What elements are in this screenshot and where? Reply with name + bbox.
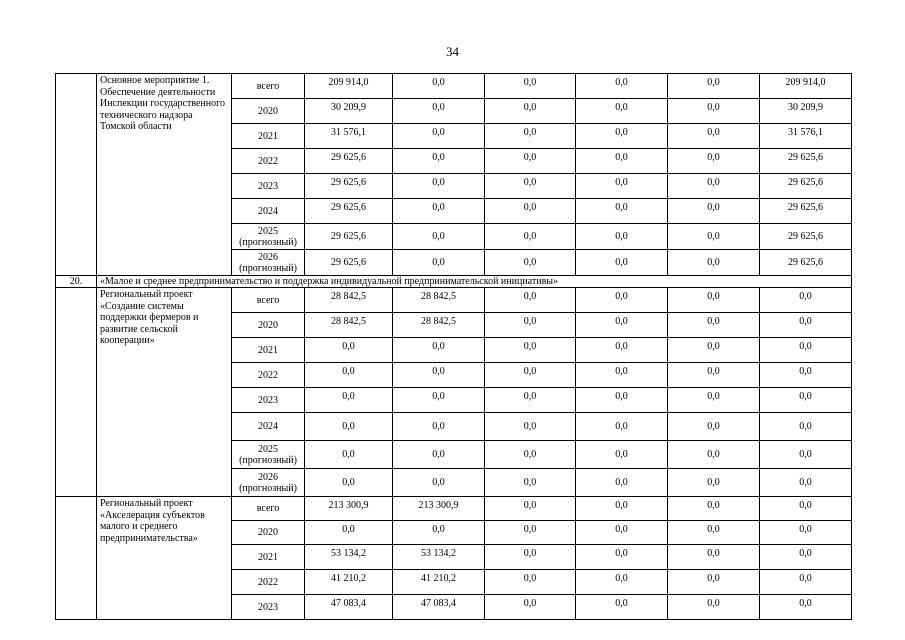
table-row (56, 497, 852, 521)
section-title-cell: «Малое и среднее предпринимательство и поддержка индивидуальной предпринимательской инициативы» (97, 276, 852, 288)
value-cell: 0,0 (668, 288, 760, 313)
value-cell: 0,0 (576, 174, 668, 199)
value-cell: 29 625,6 (760, 199, 852, 224)
year-cell: 2026 (прогнозный) (232, 250, 305, 276)
value-cell: 47 083,4 (305, 595, 393, 620)
value-cell: 0,0 (485, 313, 576, 338)
year-cell: 2020 (232, 99, 305, 124)
table-row (56, 288, 852, 313)
value-cell: 0,0 (668, 338, 760, 363)
value-cell: 41 210,2 (305, 570, 393, 595)
value-cell: 29 625,6 (760, 149, 852, 174)
value-cell: 0,0 (393, 224, 485, 250)
value-cell: 0,0 (576, 363, 668, 388)
value-cell: 0,0 (576, 469, 668, 497)
value-cell: 0,0 (485, 595, 576, 620)
value-cell: 0,0 (485, 469, 576, 497)
program-name-cell: Региональный проект «Акселерация субъектов малого и среднего предпринимательства» (97, 497, 232, 620)
value-cell: 0,0 (576, 338, 668, 363)
value-cell: 0,0 (576, 595, 668, 620)
value-cell: 0,0 (393, 413, 485, 441)
page-number: 34 (446, 44, 459, 59)
program-name-cell: Основное мероприятие 1. Обеспечение деятельности Инспекции государственного технического надзора Томской области (97, 74, 232, 276)
value-cell: 0,0 (668, 74, 760, 99)
value-cell: 0,0 (485, 363, 576, 388)
value-cell: 0,0 (668, 124, 760, 149)
value-cell: 0,0 (760, 497, 852, 521)
year-cell: 2020 (232, 313, 305, 338)
year-cell: 2021 (232, 338, 305, 363)
value-cell: 0,0 (760, 595, 852, 620)
year-cell: 2024 (232, 199, 305, 224)
value-cell: 0,0 (668, 149, 760, 174)
value-cell: 0,0 (393, 521, 485, 545)
year-cell: всего (232, 497, 305, 521)
value-cell: 53 134,2 (393, 545, 485, 570)
value-cell: 0,0 (668, 521, 760, 545)
value-cell: 30 209,9 (305, 99, 393, 124)
value-cell: 0,0 (305, 521, 393, 545)
value-cell: 0,0 (393, 250, 485, 276)
value-cell: 28 842,5 (393, 313, 485, 338)
value-cell: 0,0 (393, 174, 485, 199)
year-cell: 2025 (прогнозный) (232, 441, 305, 469)
value-cell: 53 134,2 (305, 545, 393, 570)
value-cell: 0,0 (760, 545, 852, 570)
value-cell: 0,0 (668, 313, 760, 338)
value-cell: 0,0 (393, 469, 485, 497)
value-cell: 0,0 (485, 149, 576, 174)
value-cell: 0,0 (485, 224, 576, 250)
year-cell: 2021 (232, 545, 305, 570)
year-cell: 2023 (232, 388, 305, 413)
year-cell: 2026 (прогнозный) (232, 469, 305, 497)
value-cell: 0,0 (393, 441, 485, 469)
value-cell: 0,0 (305, 338, 393, 363)
value-cell: 0,0 (668, 224, 760, 250)
year-cell: 2025 (прогнозный) (232, 224, 305, 250)
year-cell: 2022 (232, 149, 305, 174)
value-cell: 29 625,6 (305, 224, 393, 250)
value-cell: 0,0 (485, 99, 576, 124)
value-cell: 0,0 (576, 149, 668, 174)
value-cell: 0,0 (668, 413, 760, 441)
value-cell: 0,0 (485, 413, 576, 441)
value-cell: 0,0 (393, 338, 485, 363)
value-cell: 0,0 (485, 338, 576, 363)
value-cell: 0,0 (668, 570, 760, 595)
value-cell: 0,0 (576, 288, 668, 313)
value-cell: 31 576,1 (760, 124, 852, 149)
year-cell: 2020 (232, 521, 305, 545)
value-cell: 0,0 (485, 388, 576, 413)
value-cell: 0,0 (576, 521, 668, 545)
program-name-cell: Региональный проект «Создание системы поддержки фермеров и развитие сельской кооперации» (97, 288, 232, 497)
value-cell: 29 625,6 (305, 149, 393, 174)
value-cell: 213 300,9 (393, 497, 485, 521)
value-cell: 0,0 (576, 570, 668, 595)
value-cell: 0,0 (668, 469, 760, 497)
value-cell: 0,0 (576, 124, 668, 149)
value-cell: 0,0 (576, 313, 668, 338)
value-cell: 0,0 (668, 99, 760, 124)
year-cell: 2024 (232, 413, 305, 441)
value-cell: 0,0 (393, 149, 485, 174)
value-cell: 0,0 (305, 363, 393, 388)
value-cell: 0,0 (485, 250, 576, 276)
value-cell: 0,0 (576, 388, 668, 413)
value-cell: 29 625,6 (305, 199, 393, 224)
value-cell: 0,0 (305, 441, 393, 469)
value-cell: 0,0 (668, 595, 760, 620)
value-cell: 0,0 (668, 174, 760, 199)
value-cell: 0,0 (305, 413, 393, 441)
table-row (56, 74, 852, 99)
value-cell: 29 625,6 (760, 174, 852, 199)
value-cell: 0,0 (393, 388, 485, 413)
value-cell: 0,0 (668, 250, 760, 276)
value-cell: 0,0 (576, 497, 668, 521)
value-cell: 0,0 (305, 469, 393, 497)
value-cell: 0,0 (760, 570, 852, 595)
year-cell: 2023 (232, 174, 305, 199)
value-cell: 0,0 (485, 288, 576, 313)
value-cell: 0,0 (668, 497, 760, 521)
value-cell: 0,0 (760, 388, 852, 413)
value-cell: 0,0 (576, 441, 668, 469)
value-cell: 0,0 (760, 338, 852, 363)
section-number-cell: 20. (56, 276, 97, 288)
value-cell: 0,0 (576, 224, 668, 250)
value-cell: 0,0 (760, 469, 852, 497)
value-cell: 0,0 (760, 521, 852, 545)
value-cell: 0,0 (485, 174, 576, 199)
value-cell: 0,0 (668, 441, 760, 469)
value-cell: 0,0 (393, 199, 485, 224)
value-cell: 0,0 (760, 441, 852, 469)
value-cell: 0,0 (485, 124, 576, 149)
value-cell: 0,0 (393, 363, 485, 388)
value-cell: 0,0 (485, 441, 576, 469)
value-cell: 0,0 (576, 545, 668, 570)
value-cell: 0,0 (760, 363, 852, 388)
value-cell: 29 625,6 (305, 174, 393, 199)
row-number-cell (56, 74, 97, 276)
value-cell: 0,0 (485, 497, 576, 521)
value-cell: 0,0 (576, 250, 668, 276)
value-cell: 0,0 (760, 413, 852, 441)
year-cell: 2023 (232, 595, 305, 620)
value-cell: 0,0 (668, 199, 760, 224)
value-cell: 0,0 (393, 74, 485, 99)
year-cell: 2021 (232, 124, 305, 149)
year-cell: всего (232, 74, 305, 99)
value-cell: 47 083,4 (393, 595, 485, 620)
value-cell: 0,0 (485, 199, 576, 224)
value-cell: 0,0 (576, 413, 668, 441)
value-cell: 209 914,0 (760, 74, 852, 99)
value-cell: 0,0 (576, 199, 668, 224)
value-cell: 29 625,6 (760, 224, 852, 250)
value-cell: 0,0 (393, 99, 485, 124)
budget-table (55, 73, 852, 620)
row-number-cell (56, 288, 97, 497)
value-cell: 0,0 (668, 363, 760, 388)
value-cell: 0,0 (305, 388, 393, 413)
value-cell: 0,0 (668, 545, 760, 570)
value-cell: 29 625,6 (305, 250, 393, 276)
year-cell: всего (232, 288, 305, 313)
value-cell: 213 300,9 (305, 497, 393, 521)
value-cell: 0,0 (760, 313, 852, 338)
value-cell: 28 842,5 (305, 313, 393, 338)
value-cell: 31 576,1 (305, 124, 393, 149)
value-cell: 209 914,0 (305, 74, 393, 99)
section-row (56, 276, 852, 288)
value-cell: 0,0 (576, 74, 668, 99)
value-cell: 28 842,5 (393, 288, 485, 313)
value-cell: 0,0 (760, 288, 852, 313)
value-cell: 0,0 (576, 99, 668, 124)
value-cell: 0,0 (393, 124, 485, 149)
value-cell: 0,0 (485, 521, 576, 545)
year-cell: 2022 (232, 363, 305, 388)
year-cell: 2022 (232, 570, 305, 595)
value-cell: 28 842,5 (305, 288, 393, 313)
value-cell: 30 209,9 (760, 99, 852, 124)
row-number-cell (56, 497, 97, 620)
value-cell: 0,0 (485, 74, 576, 99)
value-cell: 0,0 (668, 388, 760, 413)
value-cell: 29 625,6 (760, 250, 852, 276)
value-cell: 0,0 (485, 545, 576, 570)
value-cell: 41 210,2 (393, 570, 485, 595)
value-cell: 0,0 (485, 570, 576, 595)
